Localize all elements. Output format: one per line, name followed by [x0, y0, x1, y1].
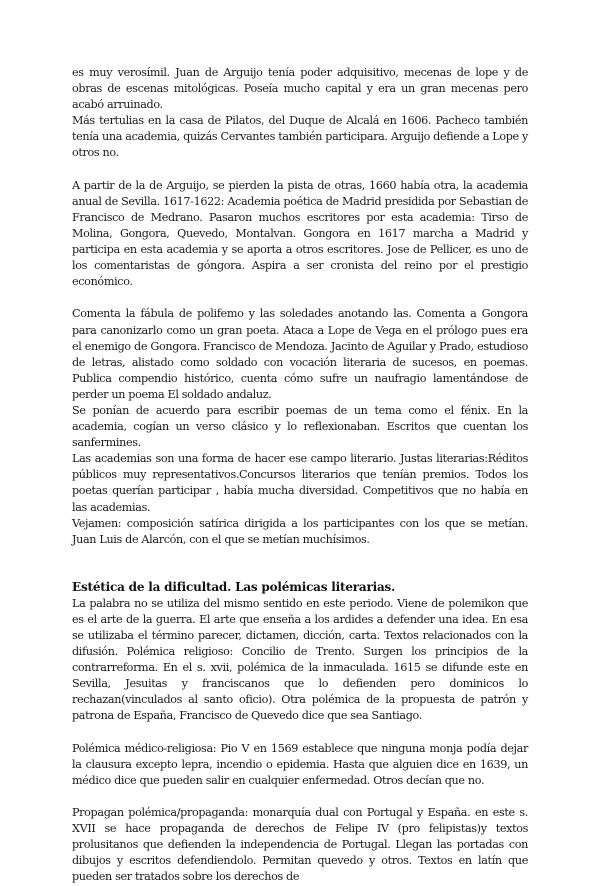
paragraph-tertulias: Más tertulias en la casa de Pilatos, del Duque de Alcalá en 1606. Pacheco también tenía una academia, quizás Cervantes también participara. Arguijo defiende a Lope y otros no. [72, 114, 528, 160]
paragraph-propaganda: Propagan polémica/propaganda: monarquía dual con Portugal y España. en este s. XVII se hace propaganda de derechos de Felipe IV (pro felipistas)y textos prolusitanos que defienden la independencia de Portugal. Llegan las portadas con dibujos y escritos defendiendolo. Permitan quevedo y otros. Textos en latín que pueden ser tratados sobre los derechos de [72, 806, 528, 884]
document-page [72, 65, 528, 886]
section-heading: Estética de la dificultad. Las polémicas literarias. [72, 579, 396, 594]
paragraph-fenix: Se ponían de acuerdo para escribir poemas de un tema como el fénix. En la academia, cogían un verso clásico y lo reflexionaban. Escritos que cuentan los sanfermines. [72, 403, 528, 450]
paragraph-spacer [72, 162, 528, 178]
paragraph-spacer [72, 290, 528, 306]
paragraph-arguijo-mecenas: es muy verosímil. Juan de Arguijo tenía poder adquisitivo, mecenas de lope y de obras de escenas mitológicas. Poseía mucho capital y era un gran mecenas pero acabó arruinado. [72, 66, 528, 112]
paragraph-polemica-medico: Polémica médico-religiosa: Pio V en 1569 establece que ninguna monja podía dejar la clausura excepto lepra, incendio o epidemia. Hasta que alguien dice en 1639, un médico dice que pueden salir en cualquier enfermedad. Otros decían que no. [72, 741, 528, 787]
paragraph-academia-madrid: A partir de la de Arguijo, se pierden la pista de otras, 1660 había otra, la academia anual de Sevilla. 1617-1622: Academia poética de Madrid presidida por Sebastian de Francisco de Medrano. Pasaron muchos escritores por esta academia: Tirso de Molina, Gongora, Quevedo, Montalvan. Gongora en 1617 marcha a Madrid y participa en esta academia y se aporta a otros escritores. Jose de Pellicer, es uno de los comentaristas de góngora. Aspira a ser cronista del reino por el prestigio económico. [72, 178, 528, 289]
paragraph-polifemo: Comenta la fábula de polifemo y las soledades anotando las. Comenta a Gongora para canonizarlo como un gran poeta. Ataca a Lope de Vega en el prólogo pues era el enemigo de Gongora. Francisco de Mendoza. Jacinto de Aguilar y Prado, estudioso de letras, alistado como soldado con vocación literaria de sucesos, en poemas. Publica compendio histórico, cuenta cómo sufre un naufragio lamentándose de perder un poema El soldado andaluz. [72, 307, 528, 401]
paragraph-vejamen: Vejamen: composición satírica dirigida a los participantes con los que se metían. Juan Luis de Alarcón, con el que se metían muchísimos. [72, 516, 528, 546]
paragraph-justas-literarias: Las academias son una forma de hacer ese campo literario. Justas literarias:Réditos públicos muy representativos.Concursos literarios que tenían premios. Todos los poetas querían participar , había mucha diversidad. Competitivos que no había en las academias. [72, 452, 528, 514]
paragraph-spacer [72, 725, 528, 741]
paragraph-spacer [72, 789, 528, 805]
section-spacer [72, 548, 528, 578]
paragraph-polemica-definicion: La palabra no se utiliza del mismo sentido en este periodo. Viene de polemikon que es el arte de la guerra. El arte que enseña a los ardides a defender una idea. En esa se utilizaba el término parecer, dictamen, dicción, carta. Textos relacionados con la difusión. Polémica religioso: Concilio de Trento. Surgen los principios de la contrarreforma. En el s. xvii, polémica de la inmaculada. 1615 se difunde este en Sevilla, Jesuitas y franciscanos que lo defienden pero dominicos lo rechazan(vinculados al santo oficio). Otra polémica de la propuesta de patrón y patrona de España, Francisco de Quevedo dice que sea Santiago. [72, 596, 528, 723]
